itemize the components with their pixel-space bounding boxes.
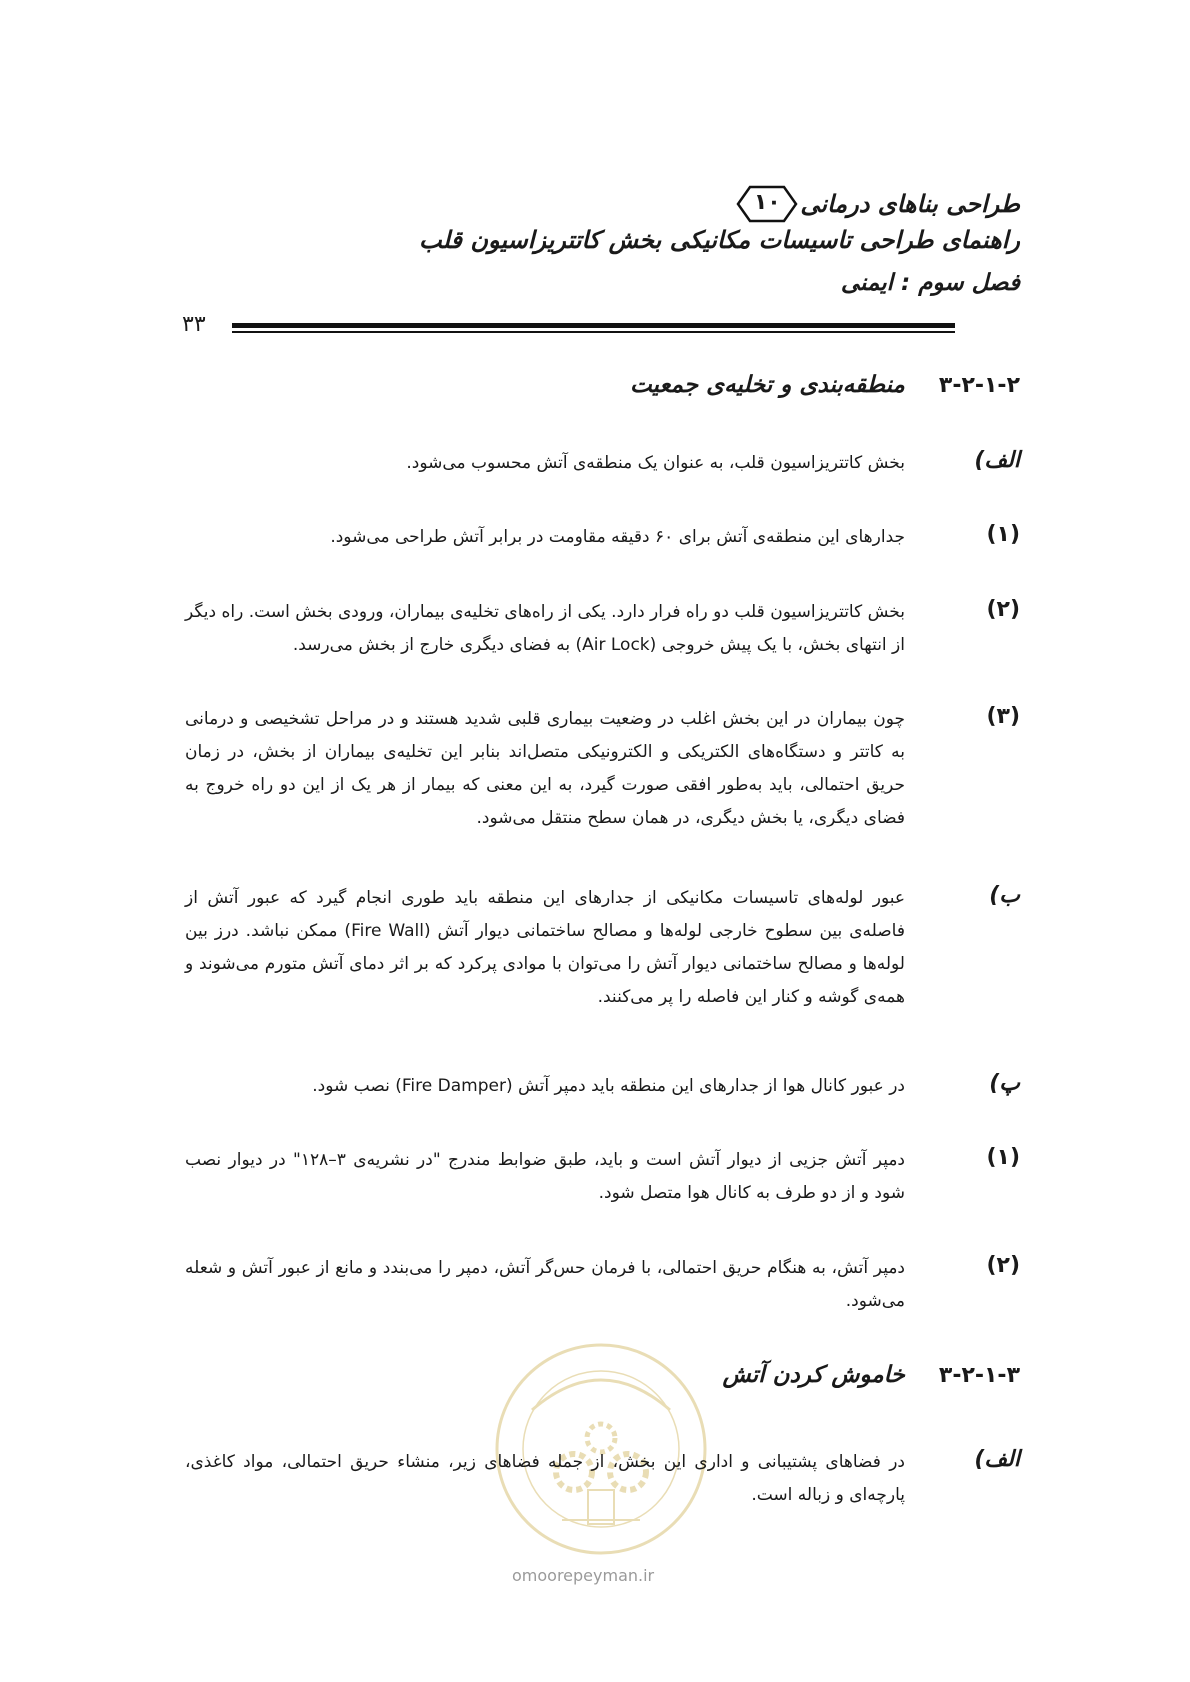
paragraph: دمپر آتش، به هنگام حریق احتمالی، با فرمان حس‌گر آتش، دمپر را می‌بندد و مانع از عبور آتش و شعله می‌شود. [185,1258,905,1311]
section-number: ۳-۲-۱-۳ [938,1363,1020,1388]
paragraph: جدارهای این منطقه‌ی آتش برای ۶۰ دقیقه مقاومت در برابر آتش طراحی می‌شود. [330,527,905,547]
section-title: خاموش کردن آتش [722,1362,905,1388]
paragraph: چون بیماران در این بخش اغلب در وضعیت بیماری قلبی شدید هستند و در مراحل تشخیصی و درمانی به کاتتر و دستگاه‌های الکتریکی و الکترونیکی متصل‌اند بنابر این تخلیه‌ی بیماران از بخش، در زمان حریق احتمالی، باید به‌طور افقی صورت گیرد، به این معنی که بیمار از هر یک از این دو راه خروج به فضای دیگری، یا بخش دیگری، در همان سطح منتقل می‌شود. [185,709,905,828]
header-rule-thick [232,323,955,328]
item-marker: (۱) [986,522,1020,547]
item-marker: ب) [989,883,1020,908]
item-marker: (۲) [986,597,1020,622]
item-marker: (۱) [986,1145,1020,1170]
section-heading-zoning [630,372,1020,398]
paragraph: در فضاهای پشتیبانی و اداری این بخش، از جمله فضاهای زیر، منشاء حریق احتمالی، مواد کاغذی، پارچه‌ای و زباله است. [185,1452,905,1505]
page-number: ۳۳ [182,312,206,337]
watermark-site: omoorepeyman.ir [512,1566,655,1585]
paragraph: دمپر آتش جزیی از دیوار آتش است و باید، طبق ضوابط مندرج "در نشریه‌ی ۳–۱۲۸" در دیوار نصب شود و از دو طرف به کانال هوا متصل شود. [185,1150,905,1203]
paragraph: در عبور کانال هوا از جدارهای این منطقه باید دمپر آتش (Fire Damper) نصب شود. [312,1076,905,1096]
volume-number: ۱۰ [753,190,781,215]
paragraph: عبور لوله‌های تاسیسات مکانیکی از جدارهای این منطقه باید طوری انجام گیرد که عبور آتش از فاصله‌ی بین سطوح خارجی لوله‌ها و مصالح ساختمانی دیوار آتش (Fire Wall) ممکن نباشد. درز بین لوله‌ها و مصالح ساختمانی دیوار آتش را می‌توان با موادی پرکرد که بر اثر دمای آتش متورم می‌شوند و همه‌ی گوشه و کنار این فاصله را پر می‌کنند. [185,888,905,1007]
chapter-title: فصل سوم : ایمنی [840,270,1020,296]
guide-title: راهنمای طراحی تاسیسات مکانیکی بخش کاتتریزاسیون قلب [419,226,1020,254]
item-marker: الف) [974,1447,1020,1472]
series-title-row [736,184,1020,224]
volume-badge [736,184,798,224]
item-marker: پ) [989,1071,1020,1096]
header-rule-thin [232,331,955,333]
series-title: طراحی بناهای درمانی [800,190,1020,218]
item-marker: الف) [974,448,1020,473]
section-title: منطقه‌بندی و تخلیه‌ی جمعیت [629,372,905,398]
section-number: ۳-۲-۱-۲ [938,373,1020,398]
section-heading-extinguishing [722,1362,1020,1388]
item-marker: (۳) [986,704,1020,729]
item-marker: (۲) [986,1253,1020,1278]
paragraph: بخش کاتتریزاسیون قلب دو راه فرار دارد. یکی از راه‌های تخلیه‌ی بیماران، ورودی بخش است. راه دیگر از انتهای بخش، با یک پیش خروجی (Air Lock) به فضای دیگری خارج از بخش می‌رسد. [185,602,905,655]
paragraph: بخش کاتتریزاسیون قلب، به عنوان یک منطقه‌ی آتش محسوب می‌شود. [406,453,905,473]
